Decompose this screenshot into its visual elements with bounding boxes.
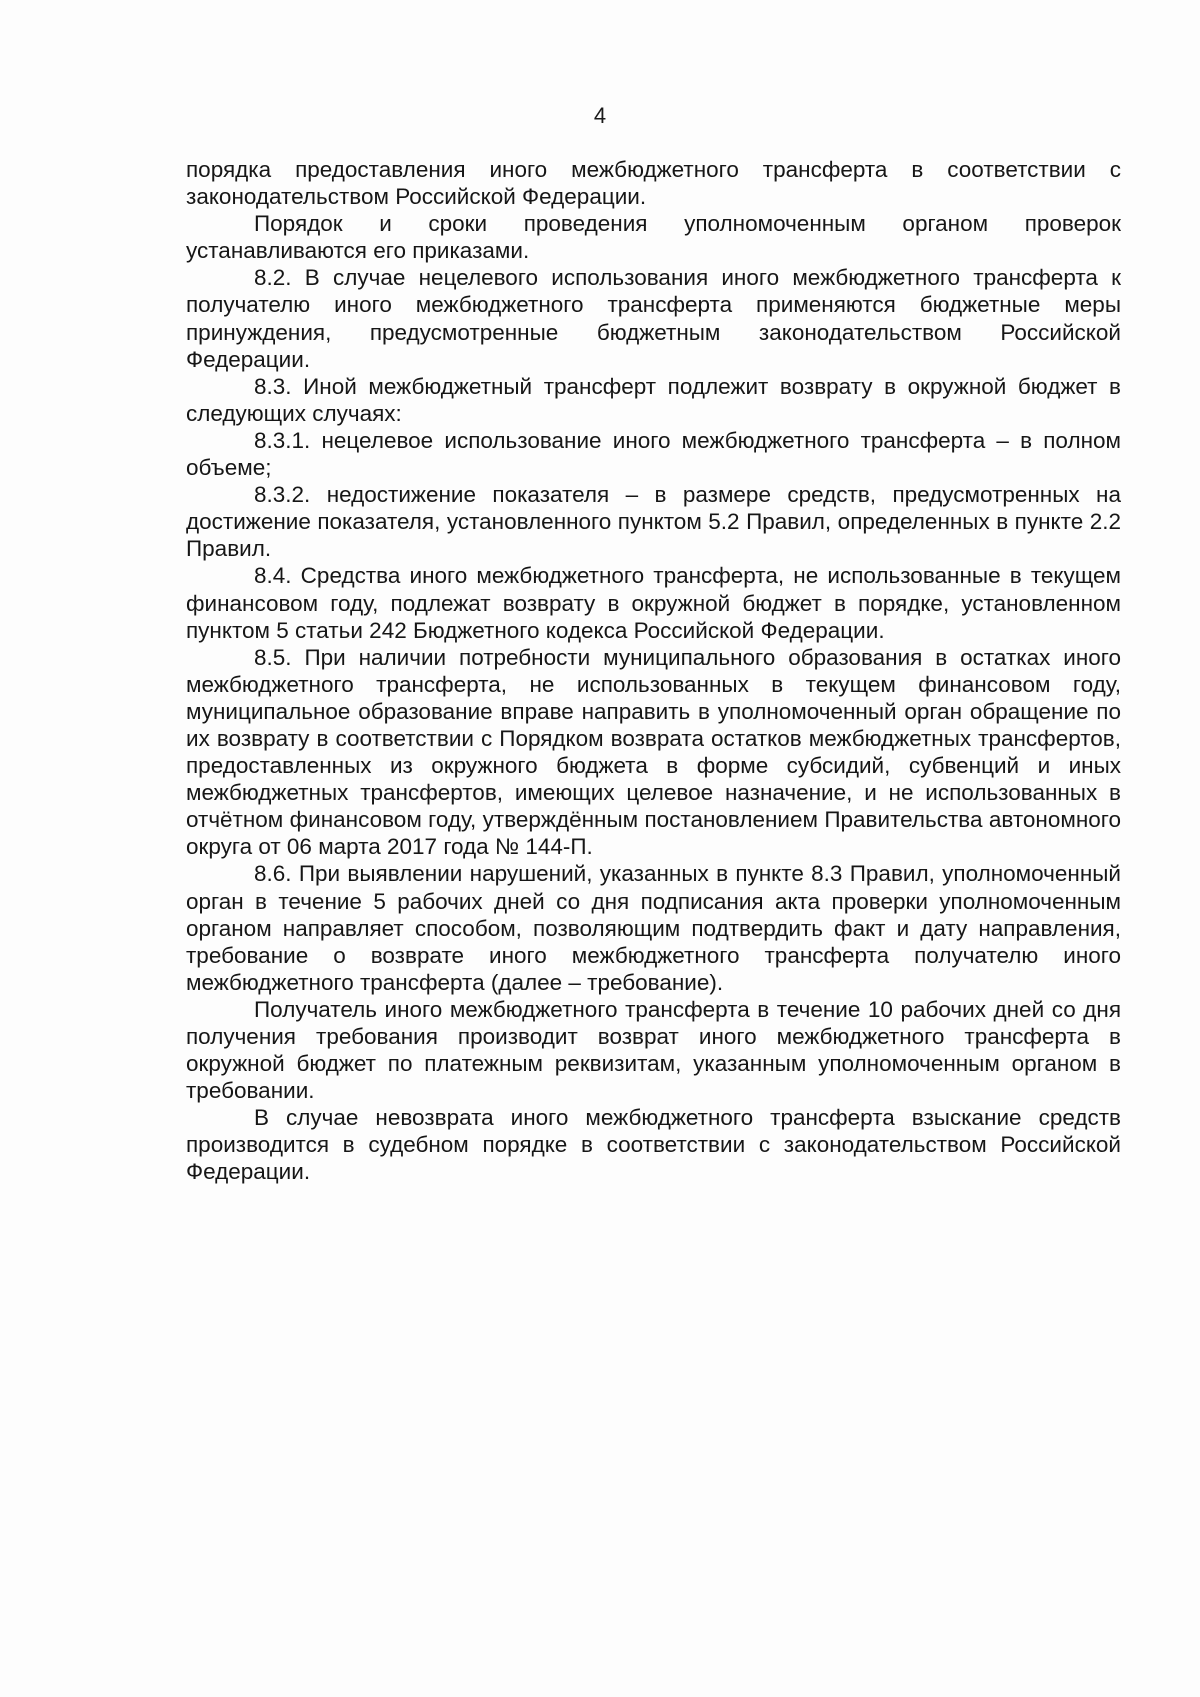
page-number: 4	[593, 103, 607, 128]
paragraph-8-3-1: 8.3.1. нецелевое использование иного межбюджетного трансферта – в полном объеме;	[186, 427, 1121, 481]
paragraph-8-3: 8.3. Иной межбюджетный трансферт подлежит возврату в окружной бюджет в следующих случаях:	[186, 373, 1121, 426]
paragraph-8-3-2: 8.3.2. недостижение показателя – в размере средств, предусмотренных на достижение показателя, установленного пунктом 5.2 Правил, определенных в пункте 2.2 Правил.	[186, 482, 1121, 562]
paragraph-inspection-procedure: Порядок и сроки проведения уполномоченным органом проверок устанавливаются его приказами.	[186, 211, 1121, 264]
paragraph-8-6: 8.6. При выявлении нарушений, указанных в пункте 8.3 Правил, уполномоченный орган в течение 5 рабочих дней со дня подписания акта проверки уполномоченным органом направляет способом, позволяющим подтвердить факт и дату направления, требование о возврате иного межбюджетного трансферта получателю иного межбюджетного трансферта (далее – требование).	[186, 861, 1121, 995]
document-body	[186, 156, 1121, 1186]
paragraph-8-5: 8.5. При наличии потребности муниципального образования в остатках иного межбюджетного трансферта, не использованных в текущем финансовом году, муниципальное образование вправе направить в уполномоченный орган обращение по их возврату в соответствии с Порядком возврата остатков межбюджетных трансфертов, предоставленных из окружного бюджета в форме субсидий, субвенций и иных межбюджетных трансфертов, имеющих целевое назначение, и не использованных в отчётном финансовом году, утверждённым постановлением Правительства автономного округа от 06 марта 2017 года № 144-П.	[186, 644, 1121, 860]
paragraph-return-by-recipient: Получатель иного межбюджетного трансферта в течение 10 рабочих дней со дня получения требования производит возврат иного межбюджетного трансферта в окружной бюджет по платежным реквизитам, указанным уполномоченным органом в требовании.	[186, 996, 1121, 1104]
paragraph-continuation: порядка предоставления иного межбюджетного трансферта в соответствии с законодательством Российской Федерации.	[186, 157, 1121, 210]
paragraph-8-4: 8.4. Средства иного межбюджетного трансферта, не использованные в текущем финансовом году, подлежат возврату в окружной бюджет в порядке, установленном пунктом 5 статьи 242 Бюджетного кодекса Российской Федерации.	[186, 563, 1121, 643]
paragraph-judicial-recovery: В случае невозврата иного межбюджетного трансферта взыскание средств производится в судебном порядке в соответствии с законодательством Российской Федерации.	[186, 1105, 1121, 1185]
paragraph-8-2: 8.2. В случае нецелевого использования иного межбюджетного трансферта к получателю иного межбюджетного трансферта применяются бюджетные меры принуждения, предусмотренные бюджетным законодательством Российской Федерации.	[186, 265, 1121, 372]
